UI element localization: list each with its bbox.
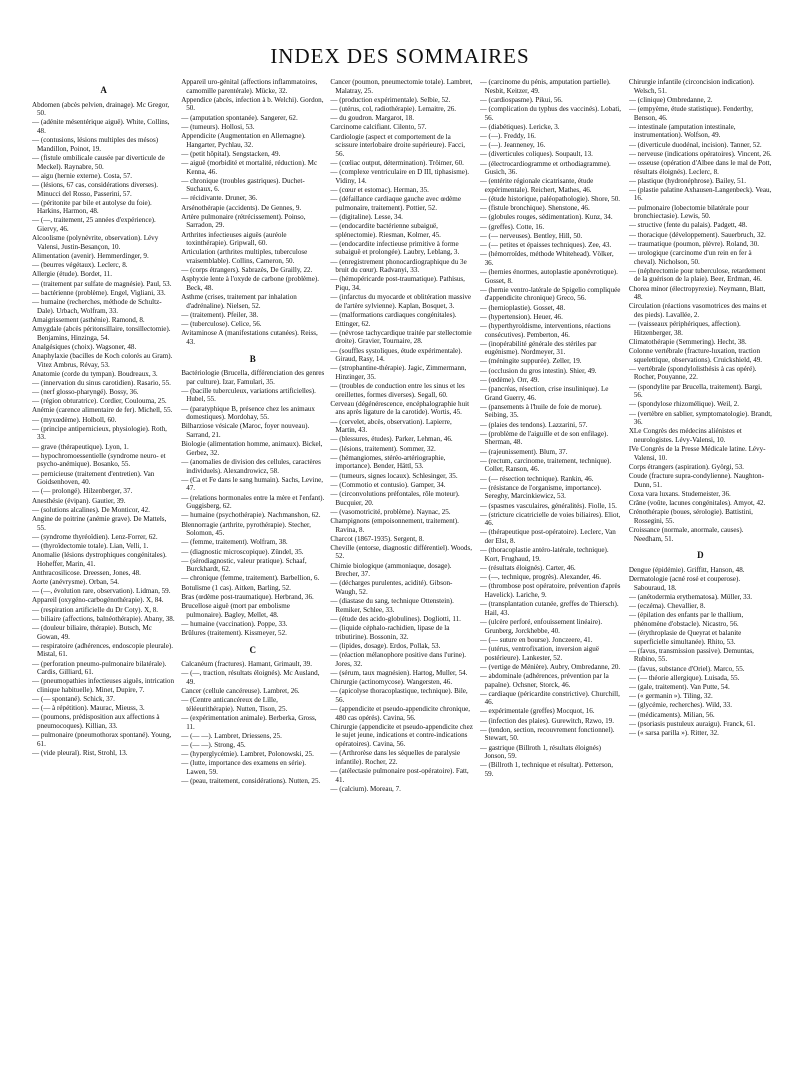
index-entry: — (— —). Lambret, Driessens, 25.: [181, 731, 282, 740]
index-entry: — (—, traitement, 25 années d'expérience). Giervy, 46.: [32, 216, 156, 234]
index-entry: Appareil uro-génital (affections inflammatoires, camomille parentérale). Mücke, 32.: [181, 78, 318, 95]
index-entry: — (stricture cicatricielle de voies biliaires). Eliot, 46.: [479, 510, 621, 528]
index-entry: — pernicieuse (traitement d'entretien). Van Goidsenhoven, 40.: [32, 469, 155, 487]
index-entry: — (hernioplastie). Gosset, 48.: [479, 303, 566, 312]
index-entry: — (greffes). Cotte, 16.: [479, 222, 545, 231]
index-entry: — (respiration artificielle du Dr Coty). X, 8.: [32, 605, 159, 614]
index-entry: Cancer (poumon, pneumectomie totale). Lambret, Malatray, 25.: [330, 78, 473, 95]
index-entry: IVe Congrès de la Presse Médicale latine. Lévy-Valensi, 10.: [628, 445, 766, 462]
index-entry: — (érythroplasie de Queyrat et balanite superficielle simultanée). Rhito, 53.: [628, 629, 742, 646]
index-entry: — (traitement). Pfeiler, 38.: [181, 310, 259, 319]
index-column-2: [181, 78, 324, 1082]
index-entry: — (beurres végétaux). Leclerc, 8.: [32, 261, 128, 270]
index-entry: Amygdale (abcès péritonsillaire, tonsillectomie). Benjamins, Hinzinga, 54.: [32, 324, 171, 342]
index-entry: Coude (fracture supra-condylienne). Naughton-Dunn, 51.: [628, 472, 764, 489]
index-entry: XLe Congrès des médecins aliénistes et neurologistes. Lévy-Valensi, 10.: [628, 427, 742, 444]
index-entry: — (calcium). Moreau, 7.: [330, 784, 401, 793]
index-entry: Colonne vertébrale (fracture-luxation, traction squelettique, observations). Cruickshield, 49.: [628, 347, 763, 364]
index-entry: Champignons (empoisonnement, traitement). Ravina, 8.: [330, 516, 459, 534]
index-entry: — (décharges purulentes, acidité). Gibson-Waugh, 52.: [330, 579, 453, 597]
index-entry: — (thrombose post opératoire, prévention d'après Havelick). Lariche, 9.: [479, 582, 621, 599]
index-entry: — (strophantine-thérapie). Jagic, Zimmermann, Hinzinger, 35.: [330, 364, 467, 381]
index-entry: — (souffles systoliques, étude expérimentale). Giraud, Rasy, 14.: [330, 346, 463, 364]
index-entry: Amaigrissement (asthénie). Ramond, 8.: [32, 315, 145, 324]
index-entry: — (nerf glosso-pharyngé). Bossy, 36.: [32, 388, 139, 397]
index-entry: Artère pulmonaire (rétrécissement). Poinso, Sarradon, 29.: [181, 212, 306, 230]
index-entry: — (réaction mélanophore positive dans l'urine). Jores, 32.: [330, 651, 467, 668]
index-entry: — (perforation pneumo-pulmonaire bilatérale). Cardis, Gilliard, 61.: [32, 659, 167, 677]
index-entry: — pulmonaire (pneumothorax spontané). Young, 61.: [32, 731, 172, 748]
index-entry: — (région obturatrice). Cordier, Coulouma, 25.: [32, 397, 167, 406]
index-entry: — (rectum, carcinome, traitement, technique). Coller, Ranson, 46.: [479, 456, 612, 474]
index-entry: — (production expérimentale). Selbie, 52.: [330, 95, 451, 104]
index-entry: — (digitaline). Lesse, 34.: [330, 212, 403, 221]
index-entry: — (amputation spontanée). Sangerer, 62.: [181, 113, 298, 122]
index-entry: — (glycémie, recherches). Wild, 33.: [628, 701, 733, 710]
index-entry: — (thyroïdectomie totale). Lian, Velli, 1.: [32, 541, 149, 550]
index-entry: — (Ca et Fe dans le sang humain). Sachs, Levine, 47.: [181, 475, 324, 493]
index-entry: — (vertèbre en sablier, symptomatologie). Brandt, 36.: [628, 409, 772, 427]
index-entry: Bras (œdème post-traumatique). Herbrand, 36.: [181, 592, 314, 601]
index-entry: — (— résection technique). Rankin, 46.: [479, 474, 594, 483]
index-entry: — (spondylose rhizomélique). Weil, 2.: [628, 400, 740, 409]
index-entry: — (électrocardiogramme et orthodiagramme). Gusich, 36.: [479, 159, 611, 177]
index-entry: Anatomie (corde du tympan). Boudreaux, 3.: [32, 369, 158, 378]
index-entry: — (utérus, col, radiothérapie). Lemaitre, 26.: [330, 104, 457, 113]
index-entry: — (apicolyse thoracoplastique, technique). Bile, 56.: [330, 687, 468, 704]
index-entry: — (bacille tuberculeux, variations artificielles). Hubel, 55.: [181, 386, 316, 404]
index-entry: — (gale, traitement). Van Putte, 54.: [628, 682, 730, 691]
index-entry: — (appendicite et pseudo-appendicite chronique, 480 cas opérés). Cavina, 56.: [330, 705, 471, 722]
index-entry: — (tendon, section, recouvrement fonctionnel). Stewart, 50.: [479, 725, 615, 743]
index-entry: — (anomalies de division des cellules, caractères individuels). Alexandrowicz, 58.: [181, 458, 321, 475]
index-entry: — (corps étrangers). Sabrazès, De Grailly, 22.: [181, 266, 313, 275]
index-entry: — (sérodiagnostic, valeur pratique). Schaaf, Burckhardt, 62.: [181, 556, 307, 574]
index-entry: — (Centre anticancéreux de Lille, téléeurithérapie). Nutten, Tison, 25.: [181, 696, 288, 713]
index-entry: — (cervelet, abcès, observation). Lapierre, Martin, 43.: [330, 417, 452, 435]
index-entry: — plastique (hydronéphrose). Bailey, 51.: [628, 176, 746, 185]
index-entry: Anomalie (lésions dystrophiques congénitales). Hoheffer, Marin, 41.: [32, 551, 167, 568]
index-entry: Bilharziose vésicale (Maroc, foyer nouveau). Sarrand, 21.: [181, 422, 310, 440]
index-entry: — (lutte, importance des examens en série). Lawen, 59.: [181, 759, 307, 777]
section-letter: B: [249, 353, 256, 364]
index-entry: — (lésions, 67 cas, considérations diverses). Minucci del Rosso, Passerini, 57.: [32, 180, 159, 198]
index-entry: — récidivante. Druner, 36.: [181, 194, 258, 203]
index-entry: — (— théorie allergique). Luisada, 55.: [628, 673, 740, 682]
index-entry: — (néphrectomie pour tuberculose, retardement de la guérison de la plaie). Beer, Erdman, 46.: [628, 266, 766, 284]
index-entry: — (cœliac output, détermination). Tröimer, 60.: [330, 158, 464, 167]
index-entry: Botulisme (1 cas). Aitken, Barling, 52.: [181, 583, 291, 592]
index-entry: — (enregistrement phonocardiographique du 3e bruit du cœur). Radvanyi, 33.: [330, 257, 467, 275]
index-entry: — (peau, traitement, considérations). Nutten, 25.: [181, 777, 321, 786]
index-entry: — (inopérabilité générale des stériles par eugénisme). Nordmeyer, 31.: [479, 339, 597, 357]
index-entry: — (expérimentation animale). Berberka, Gross, 11.: [181, 714, 317, 731]
index-entry: — bactérienne (problème). Engel, Vigliani, 33.: [32, 288, 166, 297]
index-entry: Cardiologie (aspect et comportement de la scissure interlobaire droite supérieure). Facci, 56.: [330, 132, 466, 158]
index-entry: — (plaies des tendons). Lazzarini, 57.: [479, 420, 588, 429]
index-entry: — (relations hormonales entre la mère et l'enfant). Guggisberg, 62.: [181, 493, 325, 511]
index-entry: — humaine (recherches, méthode de Schultz-Dale). Urbach, Wolfram, 33.: [32, 297, 162, 315]
index-entry: — (« germanin »). Tiling, 32.: [628, 692, 713, 701]
index-entry: — (ulcère perforé, enfouissement linéaire). Grunberg, Jorckhebbe, 40.: [479, 617, 603, 635]
index-entry: — cardiaque (péricardite constrictive). Churchill, 46.: [479, 689, 620, 707]
index-entry: — (utérus, ventrofixation, inversion aiguë postérieure). Lankester, 52.: [479, 644, 599, 662]
index-entry: Corps étrangers (aspiration). Györgi, 53.: [628, 462, 744, 471]
index-entry: Carcinome calcifiant. Cilento, 57.: [330, 123, 427, 132]
index-entry: Chimie biologique (ammoniaque, dosage). Brecher, 37.: [330, 561, 452, 579]
index-entry: — (vasomotricité, problème). Naynac, 25.: [330, 507, 451, 516]
index-entry: Brûlures (traitement). Kissmeyer, 52.: [181, 629, 287, 637]
index-entry: — (occlusion du gros intestin). Shier, 49.: [479, 366, 597, 375]
index-entry: — (transplantation cutanée, greffes de Thiersch). Hail, 43.: [479, 600, 619, 617]
index-entry: — (plastie palatine Axhausen-Langenbeck). Veau, 16.: [628, 185, 772, 203]
index-entry: — humaine (vaccination). Poppe, 33.: [181, 619, 288, 628]
index-entry: — expérimentale (greffes) Mocquot, 16.: [479, 707, 595, 716]
index-entry: — (syndrome thyréoïdien). Lenz-Forrer, 62.: [32, 532, 158, 541]
index-entry: — (thoracoplastie antéro-latérale, technique). Kort, Frughaud, 19.: [479, 546, 609, 563]
index-entry: — chronique (femme, traitement). Barbellion, 6.: [181, 574, 320, 583]
index-entry: — (— suture en bourse). Jonczeere, 41.: [479, 635, 593, 644]
index-entry: — (résultats éloignés). Carter, 46.: [479, 564, 576, 573]
index-entry: — (malformations cardiaques congénitales). Ettinger, 62.: [330, 310, 457, 328]
index-entry: — (Arthrorèse dans les séquelles de paralysie infantile). Rocher, 22.: [330, 749, 461, 766]
index-entry: Cerveau (dégénérescence, encéphalographie huit ans après ligature de la carotide). Wortis, 45.: [330, 399, 470, 417]
index-entry: Aorte (anévrysme). Orban, 54.: [32, 578, 120, 587]
index-entry: — (spasmes vasculaires, généralités). Fiolle, 15.: [479, 501, 617, 510]
index-entry: — (carcinome du pénis, amputation partielle). Nesbit, Keitzer, 49.: [479, 78, 611, 95]
index-entry: — pulmonaire (lobectomie bilatérale pour bronchiectasie). Lewis, 50.: [628, 203, 749, 221]
index-entry: — (— —). Strong, 45.: [181, 741, 246, 750]
index-entry: Chirurgie (actinomycose). Wangersten, 46.: [330, 678, 453, 687]
index-entry: — (tumeurs, signes locaux). Schlesinger, 35.: [330, 471, 458, 480]
index-entry: — (résistance de l'organisme, importance). Sereghy, Marcinkiewicz, 53.: [479, 483, 602, 501]
index-entry: — (adénite mésentérique aiguë). White, Collins, 48.: [32, 118, 170, 135]
index-entry: — (blessures, études). Parker, Lehman, 46.: [330, 435, 453, 444]
index-entry: — (petit hôpital). Sengstacken, 49.: [181, 149, 281, 158]
index-entry: — (thérapeutique post-opératoire). Leclerc, Van der Elst, 8.: [479, 528, 616, 546]
index-entry: — (—, traction, résultats éloignés). Mc Ausland, 49.: [181, 669, 320, 686]
index-entry: — (Billroth 1, technique et résultat). Petterson, 59.: [479, 761, 613, 778]
index-entry: Circulation (réactions vasomotrices des mains et des pieds). Lavallée, 2.: [628, 302, 767, 319]
index-entry: Appareil (oxygéno-carbogénothérapie). X, 84.: [32, 596, 164, 605]
index-entry: — (hernie ventro-latérale de Spigelio compliquée d'appendicite chronique) Greco, 56.: [479, 285, 621, 303]
index-entry: — thoracique (développement). Sauerbruch, 32.: [628, 230, 766, 239]
index-entry: — (vide pleural). Rist, Strohl, 13.: [32, 749, 128, 758]
index-entry: Arsénothérapie (accidents). De Gennes, 9.: [181, 203, 302, 212]
index-entry: — (infection des plaies). Gurewitch, Rzwo, 19.: [479, 716, 614, 725]
index-entry: — (fistule bronchique). Shenstone, 46.: [479, 204, 590, 213]
index-entry: — (solutions alcalines). De Monticor, 42.: [32, 505, 150, 514]
index-entry: Asphyxie lente à l'oxyde de carbone (problème). Beck, 48.: [181, 275, 319, 292]
index-entry: — (névrose tachycardique traitée par stellectomie droite). Gravier, Tournaire, 28.: [330, 328, 472, 346]
index-entry: — (favus, substance d'Oriel). Marco, 55.: [628, 664, 745, 673]
index-entry: Appendicite (Augmentation en Allemagne). Hangarter, Pychlau, 32.: [181, 131, 306, 149]
index-entry: Arthrites infectieuses aiguës (auréole toxinthérapie). Gripwall, 60.: [181, 230, 287, 248]
index-entry: — aiguë (morbidité et mortalité, réduction). Mc Kenna, 46.: [181, 158, 318, 176]
index-entry: — (hémorroïdes, méthode Whitehead). Völker, 36.: [479, 250, 614, 267]
index-entry: Abdomen (abcès pelvien, drainage). Mc Gregor, 50.: [32, 100, 170, 118]
index-entry: Asthme (crises, traitement par inhalation d'adrénaline). Nielsen, 52.: [181, 293, 297, 310]
index-entry: — (traitement par sulfate de magnésie). Paul, 53.: [32, 279, 172, 288]
index-entry: — abdominale (adhérences, prévention par la papaïne). Ochsner, Storck, 46.: [479, 671, 609, 689]
index-entry: — (méningite suppurée). Zeller, 19.: [479, 357, 582, 366]
index-entry: Charcot (1867-1935). Sergent, 8.: [330, 534, 425, 543]
index-entry: Anaphylaxie (bacilles de Koch colorés au Gram). Vitez Ambrus, Révay, 53.: [32, 351, 173, 369]
index-entry: — (troubles de conduction entre les sinus et les oreillettes, formes diverses). Segall, 60.: [330, 382, 465, 399]
index-entry: — (infarctus du myocarde et oblitération massive de l'artère sylvienne). Kaplan, Bosquet, 3.: [330, 293, 472, 310]
index-entry: — (eczéma). Chevallier, 8.: [628, 602, 706, 611]
index-entry: — humaine (psychothérapie). Nachmanshon, 62.: [181, 511, 321, 520]
index-entry: — (principe antipernicieux, physiologie). Roth, 33.: [32, 424, 167, 442]
page-title: INDEX DES SOMMAIRES: [270, 44, 530, 68]
index-entry: Chorea minor (électropyrexie). Neymann, Blatt, 48.: [628, 284, 766, 302]
index-entry: — (fistule ombilicale causée par diverticule de Meckel). Raynabre, 50.: [32, 153, 165, 171]
index-entry: — traumatique (poumon, plèvre). Roland, 30.: [628, 239, 760, 248]
index-entry: — (—, évolution rare, observation). Lidman, 59.: [32, 587, 171, 596]
index-entry: Biologie (alimentation homme, animaux). Bickel, Gerbez, 32.: [181, 440, 323, 457]
index-entry: — (douleur biliaire, thérapie). Butsch, Mc Gowan, 49.: [32, 623, 152, 641]
index-entry: — (spondylite par Brucella, traitement). Bargi, 56.: [628, 382, 762, 400]
index-entry: Coxa vara luxans. Studemeister, 36.: [628, 489, 731, 498]
index-entry: Chirurgie (appendicite et pseudo-appendicite chez le sujet jeune, indications et contre-indications opératoires). Cavina, 56.: [330, 722, 473, 749]
index-entry: — (— spontané). Schick, 37.: [32, 695, 115, 704]
index-entry: Dengue (épidémie). Griffitt, Hanson, 48.: [628, 565, 745, 574]
index-entry: — (vaisseaux périphériques, affection). Hitzenberger, 38.: [628, 320, 741, 337]
index-entry: Crénothérapie (boues, sérologie). Battistini, Rossegini, 55.: [628, 508, 753, 525]
index-column-3: [330, 78, 473, 1082]
index-entry: — (complexe ventriculaire en D III, tiphasisme). Vidiny, 14.: [330, 168, 470, 185]
index-entry: — (vertige de Ménière). Aubry, Ombredanne, 20.: [479, 662, 621, 671]
index-entry: — (complication du typhus des vaccinés). Lobati, 56.: [479, 104, 622, 122]
index-entry: Alimentation (avenir). Hemmerdinger, 9.: [32, 252, 149, 261]
index-entry: — (— à répétition). Maurac, Mieuss, 3.: [32, 704, 145, 713]
index-entry: — (—). Freddy, 16.: [479, 131, 536, 140]
index-entry: — (hernies énormes, autoplastie aponévrotique). Gosset, 8.: [479, 267, 618, 285]
index-entry: Chirurgie infantile (circoncision indication). Welsch, 51.: [628, 78, 755, 95]
index-entry: — (femme, traitement). Wolfram, 38.: [181, 538, 288, 547]
index-entry: — (pneumopathies infectieuses aiguës, intrication clinique habituelle). Minet, Dupire, 7.: [32, 677, 175, 694]
index-entry: — structive (fente du palais). Padgett, 48.: [628, 221, 748, 230]
index-entry: — aigu (hernie externe). Costa, 57.: [32, 171, 133, 180]
index-entry: — (psoriasis pustuleux auraigu). Franck, 61.: [628, 719, 756, 728]
index-entry: Croissance (normale, anormale, causes). Needham, 51.: [628, 526, 744, 543]
index-entry: — (entérite régionale cicatrisante, étude expérimentale). Reichert, Mathes, 46.: [479, 177, 594, 194]
index-entry: — (péritonite par bile et autolyse du foie). Harkins, Harmon, 48.: [32, 198, 152, 216]
index-entry: Climatothérapie (Semmering). Hecht, 38.: [628, 337, 747, 346]
index-entry: Anémie (carence alimentaire de fer). Michell, 55.: [32, 406, 173, 415]
index-entry: — (myxœdème). Holboll, 60.: [32, 415, 117, 424]
index-entry: — (contusions, lésions multiples des mésos) Mandillon, Poinot, 19.: [32, 136, 159, 153]
index-entry: — vertébrale (spondylolisthésis à cas opéré). Rocher, Pouyanne, 22.: [628, 364, 757, 382]
index-entry: — (paratyphique B, présence chez les animaux domestiques). Mordohay, 55.: [181, 404, 315, 422]
index-entry: — hypochromoessentielle (syndrome neuro- et psycho-anémique). Bosanko, 55.: [32, 451, 166, 469]
index-entry: Bactériologie (Brucella, différenciation des genres par culture). Izar, Famulari, 35.: [181, 369, 325, 386]
index-entry: — urologique (carcinome d'un rein en fer à cheval). Nicholson, 50.: [628, 249, 752, 266]
index-entry: — (diagnostic microscopique). Zündel, 35.: [181, 547, 304, 556]
index-entry: — (atélectasie pulmonaire post-opératoire). Fatt, 41.: [330, 767, 469, 784]
index-entry: — (diastase du sang, technique Ottenstein). Remiker, Schlee, 33.: [330, 597, 454, 614]
index-entry: — (cardiospasme). Pikui, 56.: [479, 95, 563, 104]
index-entry: — osseuse (opération d'Albee dans le mal de Pott, résultats éloignés). Leclerc, 8.: [628, 158, 772, 176]
index-entry: — (pansements à l'huile de foie de morue). Seibing, 35.: [479, 402, 602, 420]
index-entry: Brucellose aiguë (mort par embolisme pulmonaire). Bagley, Mellet, 48.: [181, 602, 290, 619]
index-entry: Angine de poitrine (anémie grave). De Mattels, 55.: [32, 514, 167, 532]
index-entry: — (rajeunissement). Blum, 37.: [479, 447, 568, 456]
index-entry: — (diabétiques). Lericke, 3.: [479, 122, 560, 131]
index-entry: — (problème de l'aiguille et de son enfilage). Sherman, 48.: [479, 429, 609, 447]
index-entry: Avitaminose A (manifestations cutanées). Reiss, 43.: [181, 329, 318, 346]
index-column-4: [480, 78, 623, 1082]
index-entry: Crâne (voûte, lacunes congénitales). Amyot, 42.: [628, 499, 766, 508]
index-entry: — (favus, transmission passive). Demuntas, Rubino, 55.: [628, 646, 754, 664]
index-entry: — (endocardite bactérienne subaiguë, splénectomie). Riesman, Kolmer, 45.: [330, 222, 441, 239]
index-entry: Cheville (entorse, diagnostic différentiel). Woods, 52.: [330, 543, 473, 561]
index-entry: — (hémangiomes, stéréo-artériographie, importance). Bender, Hättl, 53.: [330, 453, 446, 471]
index-entry: — (innervation du sinus carotidien). Rasario, 55.: [32, 378, 171, 387]
index-entry: — chronique (troubles gastriques). Duchet-Suchaux, 6.: [181, 176, 305, 194]
index-entry: — (Commotio et contusio). Gamper, 34.: [330, 480, 446, 489]
index-entry: — (globules rouges, sédimentation). Kunz, 34.: [479, 213, 613, 222]
index-entry: — (défaillance cardiaque gauche avec œdème pulmonaire, traitement). Pottier, 52.: [330, 195, 461, 212]
index-entry: — (— petites et épaisses techniques). Zee, 43.: [479, 241, 612, 249]
section-letter: A: [100, 85, 107, 95]
index-entry: — (tumeurs). Hollosi, 53.: [181, 122, 255, 131]
index-entry: Anesthésie (évipan). Gautier, 39.: [32, 496, 126, 505]
index-entry: — biliaire (affections, balnéothérapie). Abany, 38.: [32, 614, 175, 623]
index-column-1: [32, 78, 175, 1082]
index-entry: — (hyperthyroïdisme, interventions, réactions consécutives). Pemberton, 46.: [479, 321, 611, 339]
index-entry: — (œdème). Orr, 49.: [479, 375, 540, 384]
index-entry: — respiratoire (adhérences, endoscopie pleurale). Mistal, 61.: [32, 641, 174, 659]
index-entry: — (hyperglycémie). Lambret, Polonowski, 25.: [181, 750, 314, 759]
index-entry: — (étude des acido-globulines). Dogliotti, 11.: [330, 615, 461, 623]
index-entry: — grave (thérapeutique). Lyon, 1.: [32, 442, 129, 451]
section-letter: C: [249, 644, 257, 655]
index-entry: — (tuberculose). Celice, 56.: [181, 320, 262, 329]
index-entry: — (épilation des enfants par le thallium, phénomène d'obstacle). Nicastro, 56.: [628, 611, 744, 628]
index-entry: — (pancréas, résection, crise insulinique). Le Grand Guerry, 46.: [479, 385, 609, 402]
index-entry: — (diverticule duodénal, incision). Tanner, 52.: [628, 140, 762, 149]
index-entry: — (—). Jeanneney, 16.: [479, 141, 546, 150]
index-entry: — (sérum, taux magnésien). Hartog, Muller, 54.: [330, 668, 468, 677]
index-entry: Analgésiques (choix). Wagsoner, 48.: [32, 342, 137, 351]
index-entry: — (—, technique, progrès). Alexander, 46.: [479, 573, 602, 582]
index-entry: — (lésions, traitement). Sommer, 32.: [330, 444, 436, 453]
index-entry: Alcoolisme (polynévrite, observation). Lévy Valensi, Justin-Besançon, 10.: [32, 234, 159, 251]
index-entry: — gastrique (Billroth 1, résultats éloignés) Jonson, 59.: [479, 743, 601, 761]
index-entry: — nerveuse (indications opératoires). Vincent, 26.: [628, 149, 772, 158]
index-entry: — intestinale (amputation intestinale, instrumentation). Wolfson, 49.: [628, 122, 736, 140]
index-entry: — (— nerveuses). Bentley, Hill, 50.: [479, 231, 583, 240]
index-entry: Dermatologie (acné rosé et couperose). Sabouraud, 18.: [628, 575, 741, 592]
section-letter: D: [697, 550, 704, 561]
index-entry: — (hémopéricarde post-traumatique). Pathisus, Piqu, 34.: [330, 275, 465, 292]
index-entry: — (anétodermia erythematosa). Müller, 33.: [628, 592, 753, 601]
index-entry: — (cœur et estomac). Herman, 35.: [330, 185, 429, 194]
index-entry: — (diverticules coliques). Soupault, 13.: [479, 150, 593, 159]
index-entry: — (étude historique, paléopathologie). Shore, 50.: [479, 195, 621, 204]
index-entry: Calcanéum (fractures). Hamant, Grimault, 39.: [181, 660, 312, 669]
index-column-5: [629, 78, 772, 1082]
index-entry: Blennorragie (arthrite, pyrothérapie). Stecher, Solomon, 45.: [181, 520, 311, 538]
index-entry: — (liquide céphalo-rachidien, lipase de la tributirine). Bossonin, 32.: [330, 624, 450, 641]
index-entry: Cancer (cellule cancéreuse). Lambret, 26.: [181, 687, 300, 696]
index-entry: — du goudron. Margarot, 18.: [330, 114, 415, 123]
index-entry: — (circonvolutions préfontales, rôle moteur). Bucquier, 20.: [330, 489, 460, 507]
index-entry: — (endocardite infectieuse primitive à forme subaiguë et prolongée). Laubry, Leblang, 3.: [330, 239, 460, 257]
index-entry: — (empyème, étude statistique). Fenderthy, Benson, 46.: [628, 104, 754, 122]
index-entry: Allergie (étude). Bordet, 11.: [32, 270, 112, 279]
index-entry: — (poumons, prédisposition aux affections à pneumocoques). Killian, 33.: [32, 713, 160, 731]
index-entry: — (médicaments). Milian, 56.: [628, 710, 715, 719]
index-columns: [32, 78, 772, 1082]
index-entry: — (hypertension). Heuer, 46.: [479, 312, 563, 321]
index-entry: Articulation (arthrites multiples, tuberculose vraisemblable). Collins, Cameron, 50.: [181, 248, 308, 265]
index-entry: — (clinique) Ombredanne, 2.: [628, 95, 713, 104]
index-entry: — (— prolongé). Hilzenberger, 37.: [32, 487, 133, 496]
index-entry: — (lipides, dosage). Erdos, Pollak, 53.: [330, 641, 441, 650]
index-entry: Appendice (abcès, infection à b. Welchi). Gordon, 50.: [181, 95, 324, 113]
index-entry: Anthracosilicose. Dreessen, Jones, 48.: [32, 568, 141, 577]
index-entry: — (« sarsa parilla »). Ritter, 32.: [628, 728, 719, 737]
